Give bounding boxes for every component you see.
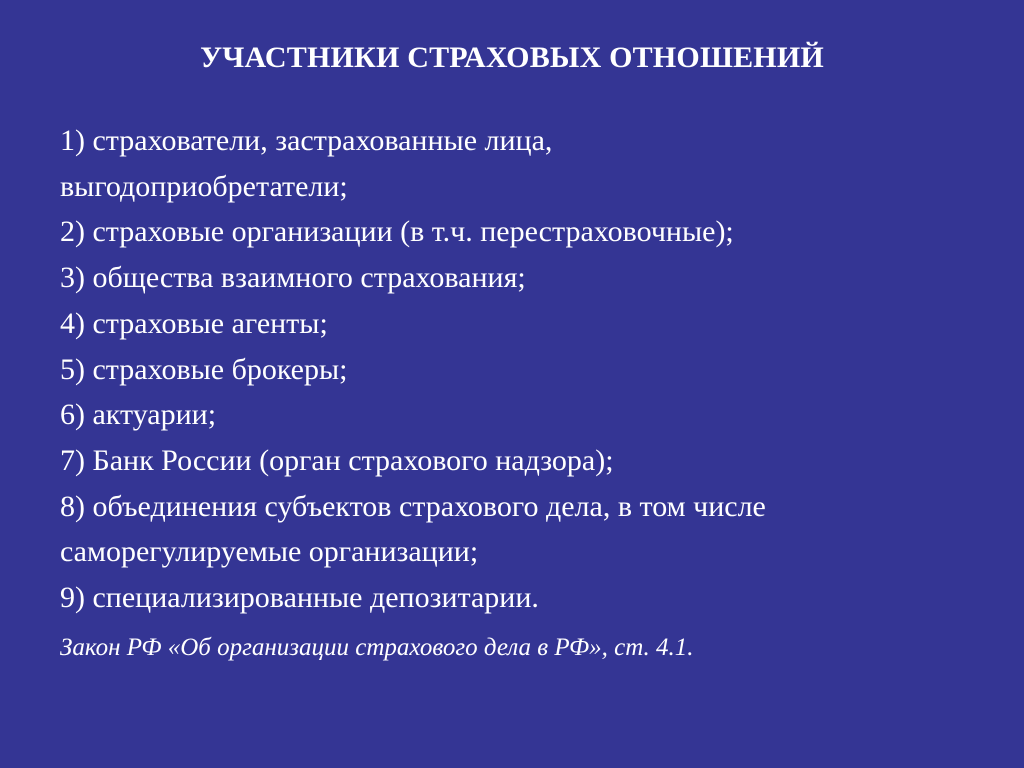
slide-title: УЧАСТНИКИ СТРАХОВЫХ ОТНОШЕНИЙ <box>200 41 824 74</box>
list-item: 5) страховые брокеры; <box>60 352 348 386</box>
list-item: 6) актуарии; <box>60 398 217 432</box>
law-citation: Закон РФ «Об организации страхового дела в РФ», ст. 4.1. <box>60 634 694 661</box>
participants-list <box>60 118 980 621</box>
list-item: саморегулируемые организации; <box>60 535 479 569</box>
list-item: 4) страховые агенты; <box>60 306 328 340</box>
list-item: выгодоприобретатели; <box>60 169 348 203</box>
list-item: 3) общества взаимного страхования; <box>60 261 526 295</box>
list-item: 7) Банк России (орган страхового надзора); <box>60 443 614 477</box>
list-item: 8) объединения субъектов страхового дела, в том числе <box>60 489 766 523</box>
list-item: 9) специализированные депозитарии. <box>60 581 539 615</box>
list-item: 1) страхователи, застрахованные лица, <box>60 124 553 157</box>
list-item: 2) страховые организации (в т.ч. перестраховочные); <box>60 215 734 249</box>
